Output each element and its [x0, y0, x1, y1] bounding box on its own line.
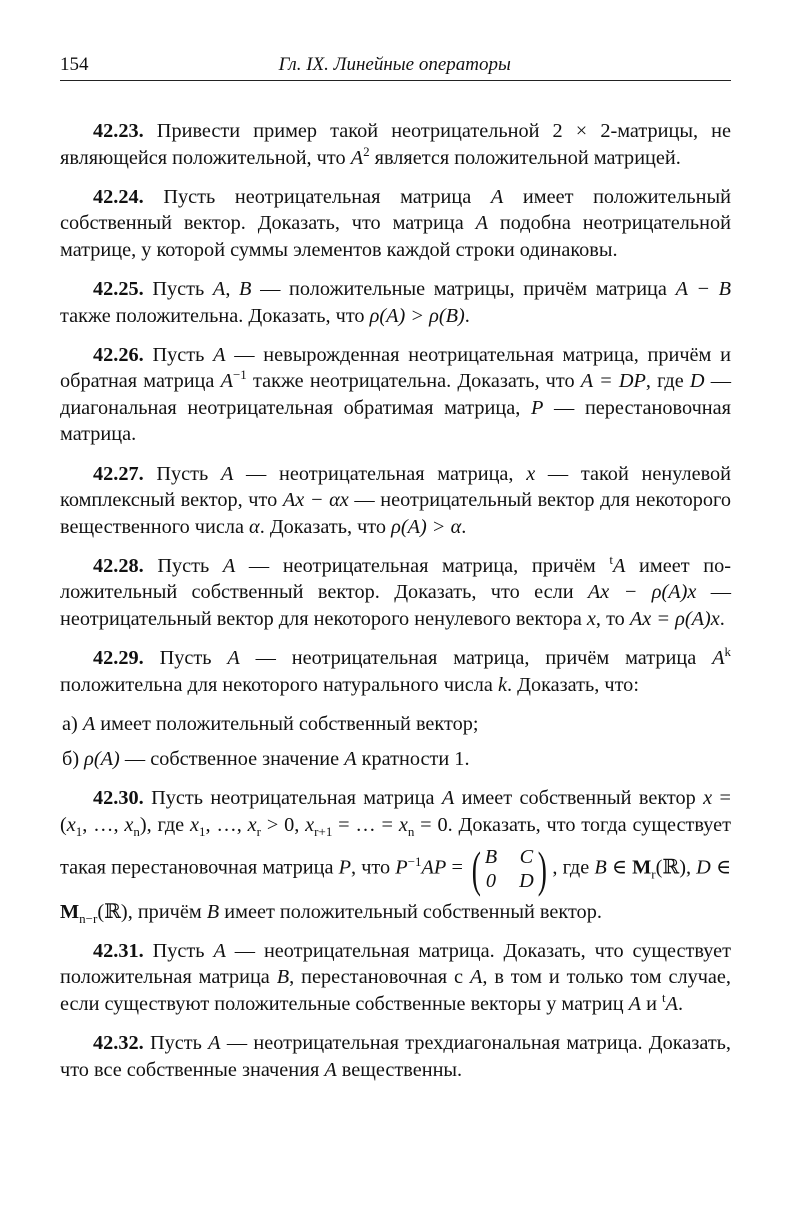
math-symbol: A	[324, 1058, 337, 1081]
math-symbol: A	[213, 939, 226, 962]
text-run: — неотрицательная матрица, причём	[235, 554, 610, 577]
superscript: k	[724, 644, 731, 660]
math-symbol: P	[530, 396, 544, 419]
math-symbol: A	[220, 370, 233, 393]
text-run: а)	[62, 712, 83, 735]
subscript: 1	[75, 824, 83, 840]
math-symbol: A	[208, 1032, 221, 1055]
subscript: n−r	[79, 910, 98, 926]
math-symbol: AP	[421, 856, 447, 879]
math-symbol: P	[395, 856, 408, 879]
math-symbol: x	[398, 814, 408, 837]
math-symbol: x	[124, 814, 134, 837]
problem-number: 42.28.	[93, 554, 144, 577]
problem-number: 42.31.	[93, 939, 144, 962]
text-run: , …,	[205, 814, 248, 837]
text-run: и	[641, 992, 663, 1015]
text-run: имеет собственный вектор	[454, 787, 704, 810]
math-symbol: x	[247, 814, 257, 837]
text-run: подобна неотрицательной матрице, у которой суммы элементов каждой строки одинаковы.	[60, 212, 731, 261]
text-run: (ℝ),	[655, 856, 697, 879]
math-symbol: P	[338, 856, 351, 879]
text-run: , то	[595, 608, 630, 630]
running-header	[60, 54, 731, 81]
page-number: 154	[60, 54, 89, 75]
text-run: — положительные матрицы, причём матрица	[251, 277, 676, 300]
right-paren: )	[537, 840, 547, 897]
problem-number: 42.29.	[93, 647, 144, 670]
problem-number: 42.24.	[93, 185, 144, 208]
problem-number: 42.25.	[93, 277, 144, 300]
text-run: , где	[645, 370, 690, 393]
math-symbol: A	[490, 185, 504, 208]
math-symbol: ρ(A) > α	[391, 515, 462, 538]
problem-42-31	[60, 938, 731, 1018]
math-symbol: B	[594, 856, 607, 879]
text-run: — перестановочная матрица.	[60, 396, 731, 446]
text-run: (ℝ), причём	[97, 900, 207, 923]
text-run: — диагональная неотрицательная обратимая матрица,	[60, 370, 732, 419]
math-symbol: A	[82, 712, 96, 735]
text-run: .	[464, 304, 470, 327]
math-symbol: A − B	[675, 277, 731, 300]
text-run: ,	[225, 277, 240, 300]
text-run: = … =	[332, 814, 399, 837]
text-run: Пусть	[143, 1032, 209, 1055]
text-run: .	[461, 515, 467, 538]
text-run: вещественны.	[336, 1058, 463, 1081]
text-run: — неотрицательный вектор для некоторого вещественного числа	[60, 489, 731, 538]
text-run: также положительна. Доказать, что	[60, 304, 370, 327]
text-run: Пусть	[143, 554, 223, 577]
text-run: Пусть	[143, 647, 228, 670]
problem-number: 42.32.	[93, 1032, 144, 1055]
text-run: является положительной матрицей.	[369, 146, 681, 169]
text-run: — невырожденная неотрицательная матрица, причём и обратная матрица	[60, 343, 731, 393]
problem-42-32	[60, 1030, 731, 1083]
math-symbol: M	[60, 900, 80, 923]
subscript: n	[407, 824, 415, 840]
text-run: , …,	[82, 814, 125, 837]
text-run: , где	[552, 856, 595, 879]
math-symbol: A	[227, 647, 240, 670]
subscript: r	[256, 824, 261, 840]
math-symbol: Ax = ρ(A)x	[629, 608, 720, 630]
math-symbol: M	[632, 856, 652, 879]
text-run: = 0. Доказать, что тогда существует такая перестановочная матрица	[60, 814, 731, 879]
text-run: положительна для некоторого натурального числа	[60, 673, 498, 696]
math-symbol: x	[66, 814, 76, 837]
subscript: r	[651, 866, 656, 882]
problem-number: 42.27.	[93, 462, 144, 485]
matrix-cell: D	[519, 869, 534, 892]
text-run: — такой ненулевой комплексный вектор, что	[60, 462, 732, 512]
math-symbol: A	[712, 647, 725, 670]
text-run: — собственное значение	[119, 748, 345, 771]
problem-42-23	[60, 118, 731, 171]
matrix-cell: B	[484, 845, 498, 868]
text-run: — неотрицательная матрица,	[233, 462, 527, 485]
matrix-cell: C	[519, 845, 534, 868]
superscript: −1	[232, 367, 247, 383]
math-symbol: A	[212, 277, 226, 300]
math-symbol: x	[305, 814, 315, 837]
math-symbol: A	[350, 146, 364, 169]
text-run: — неотрицательная трехдиагональная матрица. Доказать, что все собственные значения	[60, 1032, 731, 1081]
math-symbol: B	[276, 966, 290, 989]
math-symbol: B	[206, 900, 220, 923]
text-run: — неотрицательный вектор для некоторого ненулевого вектора	[60, 581, 731, 630]
text-run: Пусть неотрицательная матрица	[143, 787, 442, 810]
problem-42-29	[60, 645, 731, 698]
math-symbol: x	[703, 787, 713, 810]
math-symbol: D	[689, 370, 705, 393]
math-symbol: ρ(A) > ρ(B)	[369, 304, 465, 327]
text-run: = (	[60, 787, 731, 837]
math-symbol: ρ(A)	[84, 748, 120, 771]
math-symbol: x	[190, 814, 200, 837]
math-symbol: A	[469, 966, 483, 989]
math-symbol: A	[665, 992, 679, 1015]
text-run: , в том и только том случае, если существуют положительные собственные векторы у матриц	[60, 966, 731, 1015]
problem-42-30	[60, 785, 731, 925]
math-symbol: A = DP	[580, 370, 646, 393]
math-symbol: A	[344, 748, 357, 771]
problem-number: 42.30.	[93, 787, 144, 810]
text-run: .	[678, 992, 684, 1015]
text-run: , что	[351, 856, 396, 879]
math-symbol: A	[613, 554, 626, 577]
math-symbol: A	[441, 787, 455, 810]
math-symbol: k	[497, 673, 507, 696]
chapter-title: Гл. IX. Линейные операторы	[278, 54, 511, 75]
superscript: −1	[407, 853, 422, 869]
superscript: t	[609, 552, 614, 568]
text-run: ∈	[710, 856, 731, 879]
subscript: r+1	[314, 824, 333, 840]
problem-number: 42.26.	[93, 343, 144, 366]
text-run: также неотрицательна. Доказать, что	[246, 370, 581, 393]
text-run: имеет положительный собственный вектор.	[219, 900, 602, 923]
problem-subitem	[62, 746, 731, 773]
math-symbol: x	[586, 608, 596, 630]
math-symbol: Ax − ρ(A)x	[587, 581, 697, 604]
text-run: ∈	[606, 856, 633, 879]
text-run: , перестановочная с	[289, 966, 470, 989]
text-run: имеет положительный собственный вектор;	[95, 712, 479, 735]
math-symbol: B	[239, 277, 252, 300]
matrix-cell: 0	[485, 869, 496, 892]
math-symbol: D	[696, 856, 711, 879]
subscript: n	[133, 824, 140, 840]
text-run: Пусть	[143, 277, 213, 300]
problem-42-28	[60, 553, 731, 633]
math-symbol: A	[628, 992, 642, 1015]
text-run: — неотрицательная матрица, причём матрица	[239, 647, 713, 670]
text-run: Пусть	[143, 343, 214, 366]
text-run: б)	[62, 748, 85, 771]
math-symbol: x	[526, 462, 536, 485]
problem-number: 42.23.	[93, 120, 144, 142]
text-run: — неотрицательная матрица. Доказать, что существует положительная матрица	[60, 939, 731, 989]
problem-42-24	[60, 184, 731, 264]
math-symbol: A	[475, 212, 488, 235]
text-run: имеет положительный собственный вектор. Доказать, что матрица	[60, 185, 731, 235]
text-run: =	[446, 856, 469, 879]
text-run: .	[719, 608, 725, 630]
superscript: 2	[363, 143, 370, 159]
text-run: кратности 1.	[356, 748, 470, 771]
math-symbol: A	[222, 554, 236, 577]
text-run: имеет положительный собственный вектор. Доказать, что если	[60, 554, 731, 604]
block-matrix	[468, 840, 550, 897]
math-symbol: Ax − αx	[282, 489, 349, 512]
math-symbol: A	[220, 462, 234, 485]
text-run: . Доказать, что	[259, 515, 392, 538]
text-run: . Доказать, что:	[506, 673, 639, 696]
text-run: ), где	[139, 814, 191, 837]
left-paren: (	[471, 840, 481, 897]
subscript: 1	[199, 824, 206, 840]
text-run: > 0,	[260, 814, 306, 837]
problem-list	[60, 118, 731, 1096]
superscript: t	[662, 990, 666, 1006]
text-run: Пусть	[143, 462, 221, 485]
problem-42-27	[60, 461, 731, 541]
math-symbol: A	[213, 343, 226, 366]
text-run: Пусть неотрицательная матрица	[143, 185, 491, 208]
math-symbol: α	[249, 515, 260, 538]
matrix-cells	[485, 845, 534, 893]
problem-42-25	[60, 276, 731, 329]
text-run: Пусть	[143, 939, 214, 962]
text-run: Привести пример такой неотрицательной 2 × 2-матрицы, не являющейся положительной, что	[60, 120, 731, 169]
problem-subitem	[62, 711, 731, 738]
problem-42-26	[60, 342, 731, 448]
